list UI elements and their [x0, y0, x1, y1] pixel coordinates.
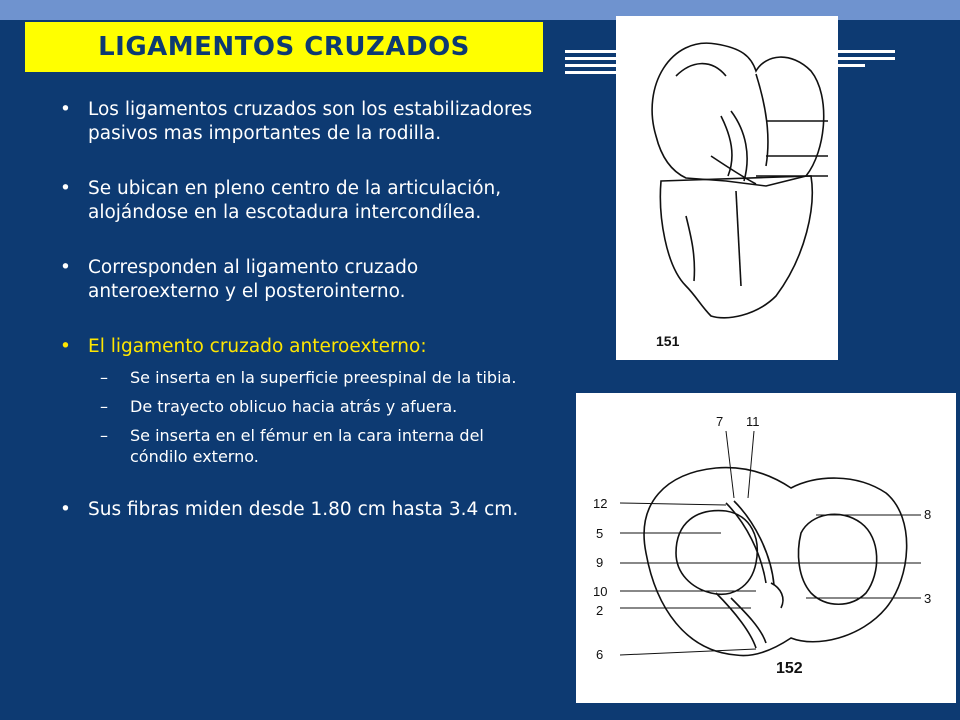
- tibial-plateau-drawing: [576, 393, 956, 703]
- bullet-text: Se ubican en pleno centro de la articulación, alojándose en la escotadura intercondílea.: [88, 178, 502, 223]
- label-11: 11: [746, 414, 760, 429]
- label-9: 9: [596, 555, 604, 570]
- label-10: 10: [593, 584, 608, 599]
- label-8: 8: [924, 507, 932, 522]
- sub-bullet-item: – Se inserta en la superficie preespinal de la tibia.: [100, 368, 517, 387]
- label-7: 7: [716, 414, 724, 429]
- bullet-item-highlight: • El ligamento cruzado anteroexterno:: [60, 336, 427, 357]
- figure-number-151: 151: [656, 333, 680, 349]
- label-5: 5: [596, 526, 604, 541]
- sub-bullet-text: De trayecto oblicuo hacia atrás y afuera.: [130, 397, 458, 416]
- bullet-item: • Los ligamentos cruzados son los estabilizadores pasivos mas importantes de la rodilla.: [60, 99, 533, 144]
- tibial-plateau-figure-152: [576, 393, 956, 703]
- bullet-item: • Sus fibras miden desde 1.80 cm hasta 3.4 cm.: [60, 499, 519, 520]
- sub-bullet-item: – Se inserta en el fémur en la cara interna del cóndilo externo.: [100, 426, 484, 466]
- label-12: 12: [593, 496, 608, 511]
- bullet-item: • Se ubican en pleno centro de la articulación, alojándose en la escotadura intercondílea.: [60, 178, 502, 223]
- sub-bullet-text: Se inserta en la superficie preespinal de la tibia.: [130, 368, 517, 387]
- label-6: 6: [596, 647, 604, 662]
- bullet-text: Los ligamentos cruzados son los estabilizadores pasivos mas importantes de la rodilla.: [88, 99, 533, 144]
- label-3: 3: [924, 591, 932, 606]
- label-2: 2: [596, 603, 604, 618]
- figure-number-152: 152: [776, 660, 803, 677]
- sub-bullet-list: [60, 367, 540, 467]
- bullet-text: Sus fibras miden desde 1.80 cm hasta 3.4 cm.: [88, 499, 519, 520]
- bullet-item: • Corresponden al ligamento cruzado anteroexterno y el posterointerno.: [60, 257, 419, 302]
- sub-bullet-text: Se inserta en el fémur en la cara interna del cóndilo externo.: [130, 426, 484, 466]
- bullet-text: Corresponden al ligamento cruzado anteroexterno y el posterointerno.: [88, 257, 419, 302]
- knee-anterior-drawing: [616, 16, 838, 360]
- bullet-list: [60, 98, 540, 553]
- title-box: [25, 22, 543, 72]
- slide-title: LIGAMENTOS CRUZADOS: [98, 32, 470, 62]
- bullet-text: El ligamento cruzado anteroexterno:: [88, 336, 427, 357]
- sub-bullet-item: – De trayecto oblicuo hacia atrás y afuera.: [100, 397, 458, 416]
- knee-figure-151: [616, 16, 838, 360]
